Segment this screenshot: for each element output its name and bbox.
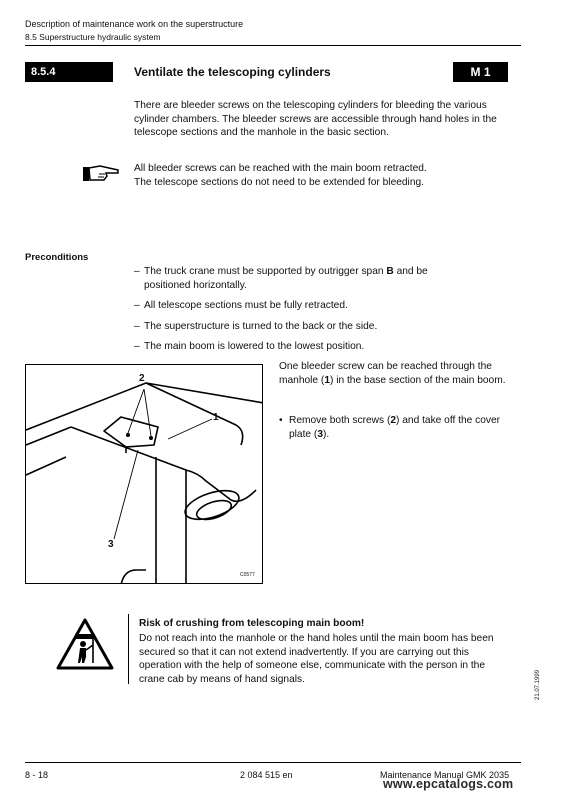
list-item: – The main boom is lowered to the lowest position. — [134, 341, 365, 352]
list-item: – All telescope sections must be fully retracted. — [134, 300, 348, 311]
section-code: M 1 — [453, 62, 508, 82]
crushing-hazard-icon — [55, 617, 115, 671]
preconditions-list — [134, 265, 474, 361]
figure-label-2: 2 — [139, 373, 145, 384]
warning-divider — [128, 614, 129, 684]
manual-title: Maintenance Manual GMK 2035 — [380, 770, 510, 780]
warning-text: Do not reach into the manhole or the hand holes until the main boom has been secured so that it can not extend inadvertently. If you are carrying out this operation with the help of someone else, communicate with the person in the crane cab by means of hand signals. — [139, 633, 494, 685]
note-text — [134, 162, 506, 189]
pointing-hand-icon — [82, 162, 122, 184]
intro-paragraph: There are bleeder screws on the telescoping cylinders for bleeding the various cylinder chambers. The bleeder screws are accessible through hand holes in the telescope sections and the manhole in the basic section. — [134, 100, 497, 138]
instruction-item: • Remove both screws (2) and take off the cover plate (3). — [279, 415, 501, 440]
header-line-2: 8.5 Superstructure hydraulic system — [25, 32, 161, 42]
figure-label-3: 3 — [108, 539, 114, 550]
list-item: – The superstructure is turned to the back or the side. — [134, 320, 378, 332]
preconditions-heading: Preconditions — [25, 252, 89, 263]
section-title: Ventilate the telescoping cylinders — [134, 65, 331, 79]
figure-description: One bleeder screw can be reached through the manhole (1) in the base section of the main boom. — [279, 361, 506, 386]
note-line-1: All bleeder screws can be reached with the main boom retracted. — [134, 163, 427, 174]
boom-figure — [25, 364, 263, 584]
list-item: – The truck crane must be supported by outrigger span B and be positioned horizontally. — [134, 266, 428, 291]
header-line-1: Description of maintenance work on the superstructure — [25, 19, 244, 29]
page-number: 8 - 18 — [25, 770, 49, 780]
section-number: 8.5.4 — [25, 62, 113, 82]
note-line-2: The telescope sections do not need to be extended for bleeding. — [134, 176, 424, 188]
watermark: www.epcatalogs.com — [383, 777, 514, 791]
boom-illustration — [26, 365, 263, 584]
warning-title: Risk of crushing from telescoping main boom! — [139, 618, 365, 629]
figure-label-1: 1 — [213, 412, 219, 423]
footer-divider — [25, 762, 521, 763]
figure-code: C0577 — [240, 572, 255, 578]
document-number: 2 084 515 en — [240, 770, 293, 780]
side-date: 21.07.1999 — [535, 669, 541, 700]
header-divider — [25, 45, 521, 46]
